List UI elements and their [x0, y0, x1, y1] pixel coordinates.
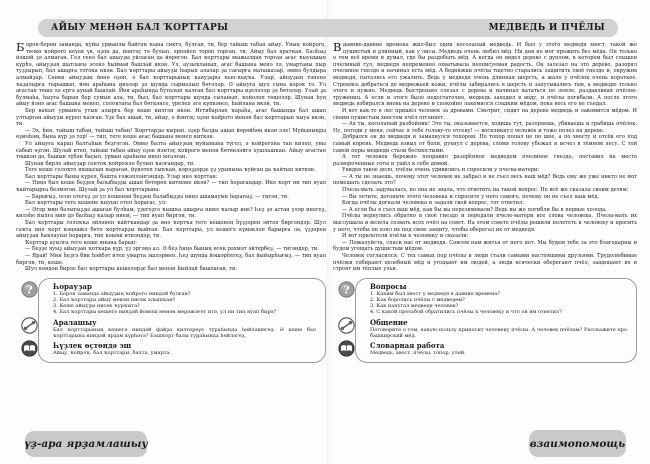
- vocabulary-heading: Словарная работа: [370, 341, 445, 350]
- paragraph: Бал ҡорттары солоҡҡа әйләнеп ҡайтҡандар ҙа инә ҡортҡа теге кешенең һүҙҙәрен әйтеп биргәндәр. Шул саҡта инә ҡорт кәңәшкә бөтә ҡорттарҙы йыйған. Бал ҡорттары, ул кешегә күмәкләп барырға ла, үҙҙәрен айыуҙан һаҡлауын һорарға, тип кәңәш иткәндәр, ти.: [16, 220, 326, 240]
- left-page-paragraphs: [16, 108, 326, 273]
- right-page-body: [333, 42, 637, 273]
- paragraph: Вдавние-давние времена жил-был один косолапый медведь. И был у этого медведя хвост, такой же пушистый и длинный, как у лисы. Медведь очень любил мёд. Ни дня не мог прожить без мёда. Он только о том всё время и думал, где бы раздобыть мёд. А когда он видел дерево с дуплом, в котором был слышен пчелиный гул, медведя непременно охватывала неописуемая радость. Он залезал на это дерево, разорял пчелиное гнездо и начинал есть мёд. А бедняжки пчёлы тщетно старались защитить своё гнездо и, окружив медведя, пытались его ужалить. Ведь у медведя очень длинная шерсть, а жало у пчёлок очень короткое. Стремясь добраться до медвежьей кожи, пчёлы забирались в шерсть и запутывались там, а медведю только этого и нужно. Медведь быстренько слезал с дерева и начинал кататься по земле, раздавливая пчёлок-тружениц. А если и этого было недостаточно, медведь заходил в воду, и пчёлы погибали. А после этого медведь взбирался вновь на дерево и спокойно лакомился сладким мёдом, пока весь его не съедал.: [333, 40, 637, 108]
- right-communication-section: [370, 318, 627, 339]
- communication-heading: Общение: [370, 317, 408, 327]
- paragraph: Ул айыуға ҡарап балтаһын беҙгәгән. Әммә балта айыуҙың муйынына түгел, ә ҡойрогона тап килеп, уны сабып өҙгән. Шулай итеп, тайыш табан айыу оҙон йәнтәҫ ҡойрого менән бөтөнләйгә хушлашҡан. Айыу ағастан төшкән дә, башын түбән баҫып, урман араһына инеп юғалған.: [16, 140, 326, 161]
- paragraph: — Ярай! Мин һеҙгә бик һәйбәт итеп умарта эшләрмен. Һеҙ шунда йәшәрһегеҙ, бал йыйырһығыҙ, — тип яуап биргән, ти, кеше.: [16, 253, 326, 266]
- paragraph: — Беҙҙе яуыҙ айыуҙан ҡотҡара күр, үҙ эргәңә ал. Ә беҙ һиңә бының өсөн рәхмәт әйтербеҙ, — тигәндәр, ти.: [25, 246, 320, 253]
- page-gutter-shadow: [326, 0, 332, 464]
- dialogue-icon: [21, 317, 38, 334]
- dialogue-icon: [338, 317, 355, 334]
- questions-heading: Һорауҙар: [53, 281, 92, 291]
- communication-text: Бал ҡорттарының кешегә ниндәй файҙа килтереүе тураһында һөйләшегеҙ. Ә кеше бал ҡорттарына ниндәй ярҙам күрһәтә? Башҡорт балы тураһында һөйләгеҙ.: [53, 326, 316, 339]
- paragraph: Шунан бирле айыуҙар сонтоҡ ҡойроҡло булып ҡалғандар, ти.: [25, 160, 195, 167]
- paragraph: Борон-борон заманда, ҡуйы урманлы байтаҡ ҡына сиктә, булған, ти, бер тайыш табан айыу. Уның ҡойрого, төлкө ҡойрого кеүек үк, оҙон да, йәнтәҫ тә булып, әрпәйеп тороп торған, ти. Айыу бал яратҡан. Балһыҙ йәшәй ҙә алмаған. Гел генә бал ашауҙы уйлаған да йөрөгән. Бал ҡорттары мыжылдап торған ағас ҡыуышын күрһә, айыуҙың шатлығы эсенә һыймай башлай икән. Ул, аузыҡланып, ағас башына менә лә, умартаны пыр туҙҙырып, бал ашарға тотона икән. Бал ҡорттары айыуҙы һырып алалар ҙа сағырға маташалар, әммә булдыра алмайҙар. Сөнки айыуҙың йөнө оҙон, ә бал ҡорттарының ҡаяуҙары ҡып-ҡыҫҡа. Улар, айыуҙың тәненә ҡаҙалырға тырышып, йөн араһына инәләр ҙә шунда сырмалып бөтәләр. Ә айыуға шул ғына кәрәк тә. Ул ағастан төшә лә ергә аунай башлай. Йөн араһында буталып ҡалған бал ҡорттары иҙеләләр ҙә бөтәләр. Улай ҙа булмаһа, һыуға барып бер сумып ала, ти, был, бал ҡорттары шунда сыланып, ҡойолоп төшәләр. Шунан һуң айыу йәнә ағас башына менеп, солоҡтағы бал бөткәнсе, үрелеп эсе күпкәнсе, һыйлана икән, ти.: [16, 40, 326, 108]
- paragraph: Теге кеше солоҡто яҡшылап ҡараған, йүнәтеп сыҡҡан, кәрәҙҙәрҙе үҙ урынына ҡуйған да ҡайтып киткән.: [25, 167, 316, 174]
- right-page: [333, 42, 637, 363]
- paragraph: Человек согласился. С тех самых пор пчёлы и люди стали самыми настоящими друзьями. Трудолюбивые пчёлки собирают целебный мёд и угощают им людей, а люди всячески оберегают пчёл, защищают их и строят им тёплые ульи.: [333, 253, 637, 273]
- paragraph: — Вы летите, догоните этого человека и спросите у него самого, почему он не съел наш мёд.: [342, 193, 600, 200]
- right-footer-banner-label: взаимопомощь: [529, 437, 626, 450]
- paragraph: Пчела-мать задумалась, но она не знала, что ответить на такой вопрос. Но всё же сказала своим детям:: [342, 187, 629, 194]
- paragraph: Бал ҡорттары теге кешене ҡыуып етеп һорағас, ул:: [25, 200, 167, 207]
- paragraph: Бер ваҡыт урманға утын алырға бер кеше килгән икән. Иғтибарлап ҡараһа, ағас башында бал ашап ултырған айыуҙы күреп ҡалған. Үҙе бал ашай, ти, айыу, ә йәнтәҫ оҙон ҡойрого менән бал ҡорттарын ҡыуа икән, ти.: [16, 107, 327, 128]
- paragraph: И вот прилетели пчёлы к человеку и сказали:: [342, 233, 469, 240]
- left-page: [16, 42, 326, 363]
- vocabulary-heading: Һүҙлек өҫтөндә эш: [53, 341, 132, 350]
- paragraph: — А если бы я съел ваш мёд, как бы вы перезимовали? Ведь вы же погибли бы в первые холода.: [342, 206, 607, 213]
- right-questions-section: [343, 281, 627, 316]
- paragraph: Когда пчёлы догнали человека и задали свой вопрос, тот ответил:: [342, 200, 524, 207]
- vocabulary-text: Айыу, ҡойроҡ, бал ҡорттары, балта, умарта.: [53, 350, 171, 356]
- paragraph: Увидев такое дело, пчёлы очень удивились и спросили у пчелы-матери:: [342, 167, 540, 174]
- paragraph: — А ты не знаешь, почему этот человек не забрал и не съел весь наш мёд? Ведь ему же уже никто не мог помешать сделать это?: [333, 173, 637, 187]
- question-item: 4. С какой просьбой обратились пчёлы к человеку и что он им ответил?: [370, 309, 562, 316]
- paragraph: Бал ҡорттары быны күреп, башта ғәжәпләнгәндәр. Улар инә ҡорттан:: [25, 173, 218, 180]
- left-vocabulary-section: [53, 341, 316, 356]
- communication-heading: Аралашыу: [53, 317, 97, 327]
- left-questions-section: [26, 281, 316, 316]
- svg-text:?: ?: [343, 283, 350, 297]
- question-item: 2. Бал ҡорттары айыу менән нисек алышҡан?: [53, 296, 176, 303]
- right-task-box: [343, 278, 637, 363]
- left-communication-section: [53, 318, 316, 339]
- title-bar: [38, 19, 618, 37]
- paragraph: Ҡорттар ауылға теге кеше янына барып:: [25, 239, 138, 246]
- right-page-title: МЕДВЕДЬ И ПЧЁЛЫ: [488, 23, 605, 33]
- svg-text:?: ?: [26, 283, 33, 297]
- paragraph: — Әгәр мин балығыҙҙы ашаған булһам, үҙегеҙгә ҡышҡа ашарға нимә ҡалыр ине? Һеҙ ҙә астан үләр инегеҙ, киләһе йылға мин дә балһыҙ ҡалыр инем, — тип яуап биргән, ти.: [16, 206, 326, 220]
- question-mark-icon: [338, 281, 355, 298]
- paragraph: А тот человек бережно поправил разорённое медведем пчелиное гнездо, поставил на место развороченные соты и ушёл к себе домой.: [333, 154, 637, 167]
- paragraph: Пчёлы вернулись обратно в своё гнездо и передали пчеле-матери все слова человека. Пчела-мать их выслушала и велела созвать всех пчёл на совет. На этом совете пчёлы решили полететь к человеку и просить у него, чтобы он взял их под свою защиту, чтобы оберегал их от медведя.: [333, 213, 637, 233]
- right-vocabulary-section: [370, 341, 627, 356]
- question-item: 1. Борон заманда айыуҙың ҡойрого ниндәй булған?: [53, 290, 191, 297]
- left-task-box: [26, 278, 326, 363]
- paragraph: — Барығыҙ, осоп етегеҙ ҙә ул кешенән беҙҙең балыбыҙҙы ниңә ашамауын һорағыҙ, — тигән, ти.: [25, 193, 289, 200]
- paragraph: — Эх, һин, тайыш табан, тайыш табан! Ҡорттарҙы ҡырып, әҙер балды ашап йөрөйһөң икән әле! Муйыныңды өҙмәһәм, бына күр ҙә тор! — тип, теге кеше ағас башына менеп киткән.: [16, 127, 326, 141]
- question-item: 4. Бал ҡорттары кешегә ниндәй йомош менән мөрәжәғәт итә, ул ни тип яуап бирә?: [53, 309, 277, 316]
- questions-list: [370, 291, 627, 316]
- paragraph: — Ах ты, косолапый разбойник! Это ты, оказывается, ходишь тут, разоряешь, убиваешь и грабишь пчёлок. Ну, погоди у меня, сейчас я тебе голову-то отсеку! — воскликнул человек и тоже полез на дерево.: [333, 121, 637, 134]
- question-mark-icon: [21, 281, 38, 298]
- questions-list: [53, 291, 316, 316]
- right-page-paragraphs: [333, 108, 637, 273]
- paragraph: — Пожалуйста, спаси нас от медведя. Совсем нам житья от него нет. Мы будем тебе за это благодарны и будем угощать душистым мёдом.: [333, 239, 637, 253]
- question-item: 3. Как напугал медведя человек?: [370, 303, 459, 310]
- right-footer-banner: [529, 430, 626, 457]
- open-book-icon: [338, 340, 355, 357]
- paragraph: И вот как-то в лес пришёл человек за дровами. Смотрит, сидит на дереве медведь и лакомится мёдом. И своим пушистым хвостом пчёл отгоняет.: [333, 107, 637, 121]
- left-page-body: [16, 42, 326, 273]
- paragraph: Шул көндән бирле бал ҡорттары кешеләрҙе бал менән һыйлай башлаған, ти.: [25, 266, 238, 273]
- question-item: 1. Каким был хвост у медведя в давние времена?: [370, 290, 501, 297]
- communication-text: Поговорите о том, какую пользу приносит человеку пчёлы. А человек пчёлам? Расскажите про башкирский мёд.: [370, 326, 627, 339]
- left-footer-banner-label: үҙ-ара ярҙамлашыу: [24, 438, 148, 450]
- paragraph: — Ниңә был кеше беҙҙең балыбыҙҙы ашап бөтөрөп китмәне икән? — тип һорағандар. Инә ҡорт ни тип яуап ҡайтарырға белмәгән. Шулай ҙа ул бал ҡорттарына:: [16, 180, 326, 194]
- question-item: 2. Как боролись пчёлы с медведем?: [370, 296, 465, 303]
- questions-heading: Вопросы: [370, 281, 407, 291]
- left-footer-banner: [25, 431, 147, 457]
- paragraph: Добрался он до медведя и замахнулся топором. Но топор попал не по шее, а по хвосту и отсёк его под самый корень. Медведь взвыл от боли, рухнул с дерева, сломя голову убежал и исчез в тёмном лесу. С той самой поры медведи стали бесхвостыми.: [333, 134, 637, 154]
- open-book-icon: [21, 340, 38, 357]
- question-item: 3. Кеше айыуҙы нисек ҡурҡыта?: [53, 303, 140, 310]
- vocabulary-text: Медведь, хвост, пчёлы, топор, улей.: [370, 350, 466, 356]
- left-page-title: АЙЫУ МЕНӘН БАЛ ҠОРТТАРЫ: [51, 23, 229, 33]
